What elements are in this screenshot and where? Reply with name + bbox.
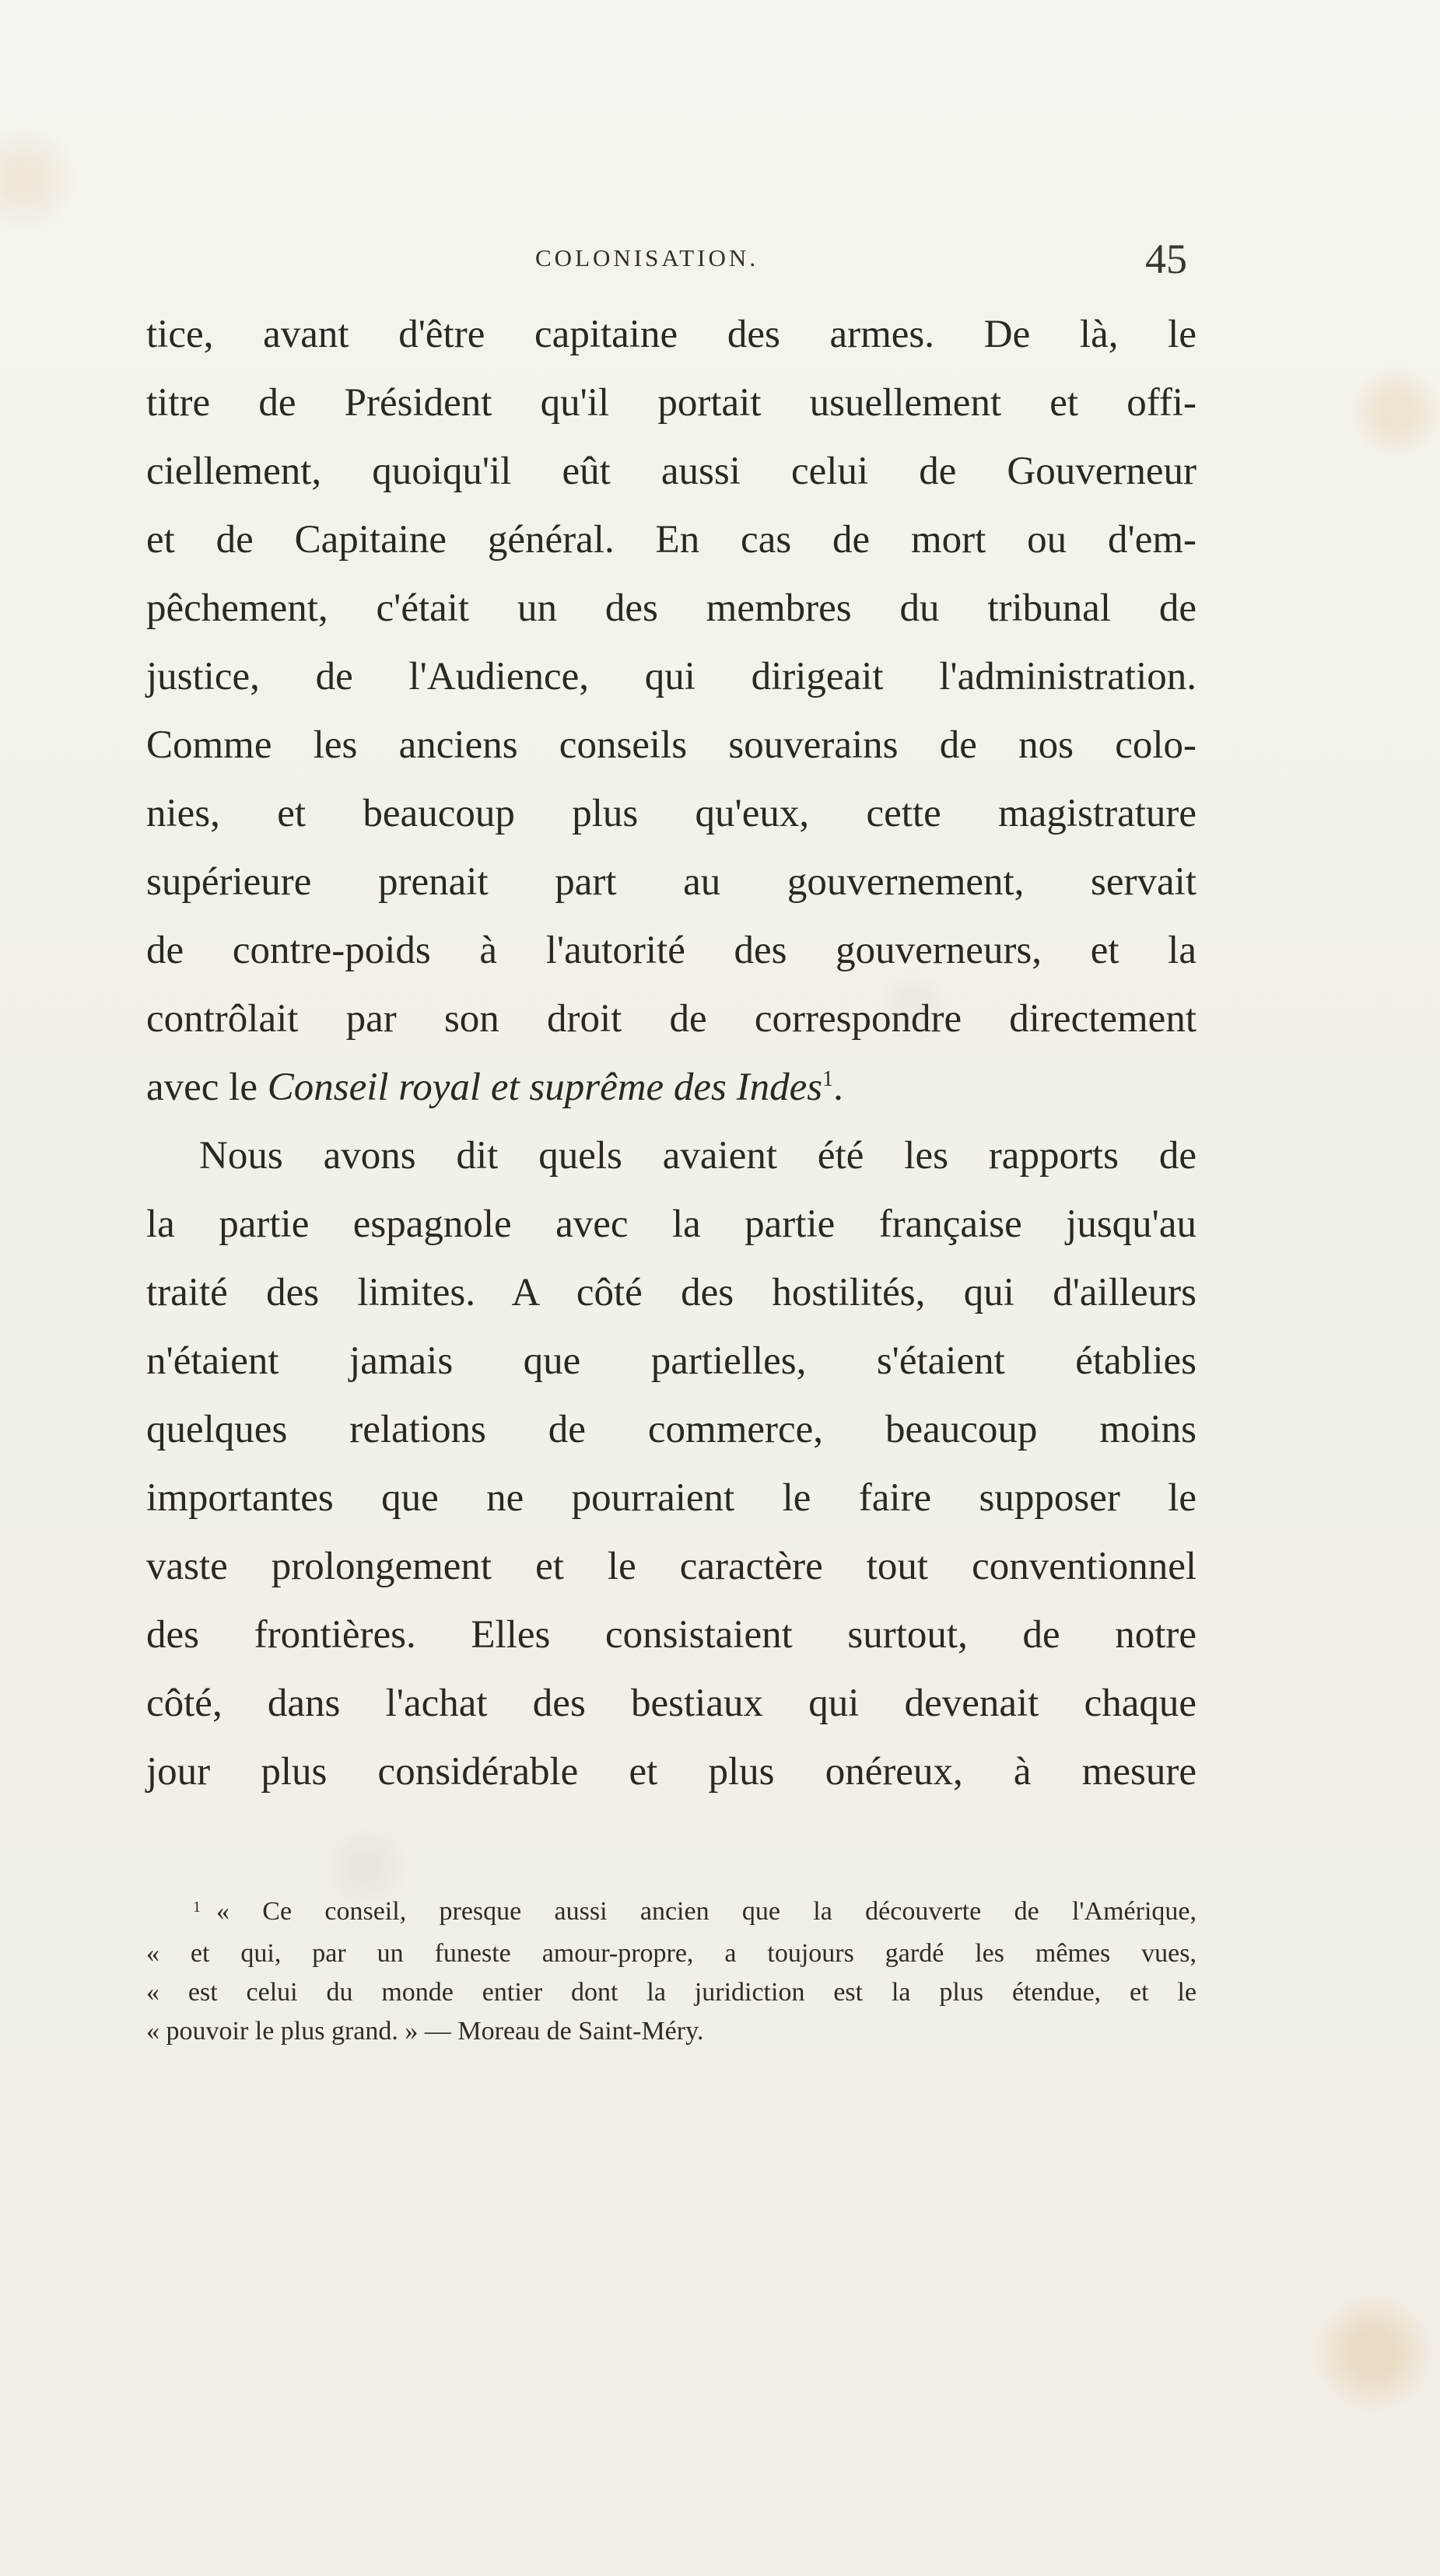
footnote-line: « pouvoir le plus grand. » — Moreau de Saint-Méry. [146, 2017, 704, 2046]
text-line: justice, de l'Audience, qui dirigeait l'administration. [146, 655, 1196, 698]
text-line: vaste prolongement et le caractère tout conventionnel [146, 1545, 1196, 1588]
footnote [146, 1892, 1196, 2051]
footnote-reference: 1 [822, 1067, 834, 1091]
footnote-marker: 1 [193, 1899, 201, 1916]
footnote-text: « Ce conseil, presque aussi ancien que la découverte de l'Amérique, [216, 1897, 1196, 1926]
italic-title: Conseil royal et suprême des Indes [267, 1066, 823, 1109]
text-line: la partie espagnole avec la partie française jusqu'au [146, 1202, 1196, 1246]
footnote-line [146, 1892, 1196, 1934]
text-line: n'étaient jamais que partielles, s'étaient établies [146, 1339, 1196, 1383]
text-line: traité des limites. A côté des hostilités, qui d'ailleurs [146, 1271, 1196, 1314]
text-fragment: . [833, 1066, 843, 1109]
text-fragment: avec le [146, 1066, 268, 1109]
text-line: et de Capitaine général. En cas de mort ou d'em- [146, 518, 1196, 562]
body-text [146, 300, 1196, 1806]
running-title: COLONISATION. [535, 244, 759, 271]
text-line: importantes que ne pourraient le faire supposer le [146, 1476, 1196, 1520]
text-line: côté, dans l'achat des bestiaux qui devenait chaque [146, 1682, 1196, 1725]
text-line: supérieure prenait part au gouvernement, servait [146, 860, 1196, 904]
paragraph-start-line: Nous avons dit quels avaient été les rapports de [199, 1134, 1196, 1178]
text-line: contrôlait par son droit de correspondre directement [146, 997, 1196, 1041]
footnote-line: « et qui, par un funeste amour-propre, a toujours gardé les mêmes vues, [146, 1939, 1196, 1968]
text-line: jour plus considérable et plus onéreux, à mesure [146, 1750, 1196, 1794]
text-line: quelques relations de commerce, beaucoup moins [146, 1408, 1196, 1451]
text-line: de contre-poids à l'autorité des gouverneurs, et la [146, 929, 1196, 972]
text-line: pêchement, c'était un des membres du tribunal de [146, 586, 1196, 630]
text-line: ciellement, quoiqu'il eût aussi celui de Gouverneur [146, 450, 1196, 493]
footnote-line: « est celui du monde entier dont la juridiction est la plus étendue, et le [146, 1978, 1196, 2007]
page-number: 45 [1145, 236, 1187, 282]
text-line: titre de Président qu'il portait usuellement et offi- [146, 381, 1196, 425]
text-line: tice, avant d'être capitaine des armes. De là, le [146, 313, 1196, 356]
text-line: nies, et beaucoup plus qu'eux, cette magistrature [146, 792, 1196, 835]
text-line: Comme les anciens conseils souverains de nos colo- [146, 723, 1196, 767]
text-line: des frontières. Elles consistaient surtout, de notre [146, 1613, 1196, 1657]
text-line-last [146, 1053, 1196, 1122]
running-head [0, 238, 1440, 285]
